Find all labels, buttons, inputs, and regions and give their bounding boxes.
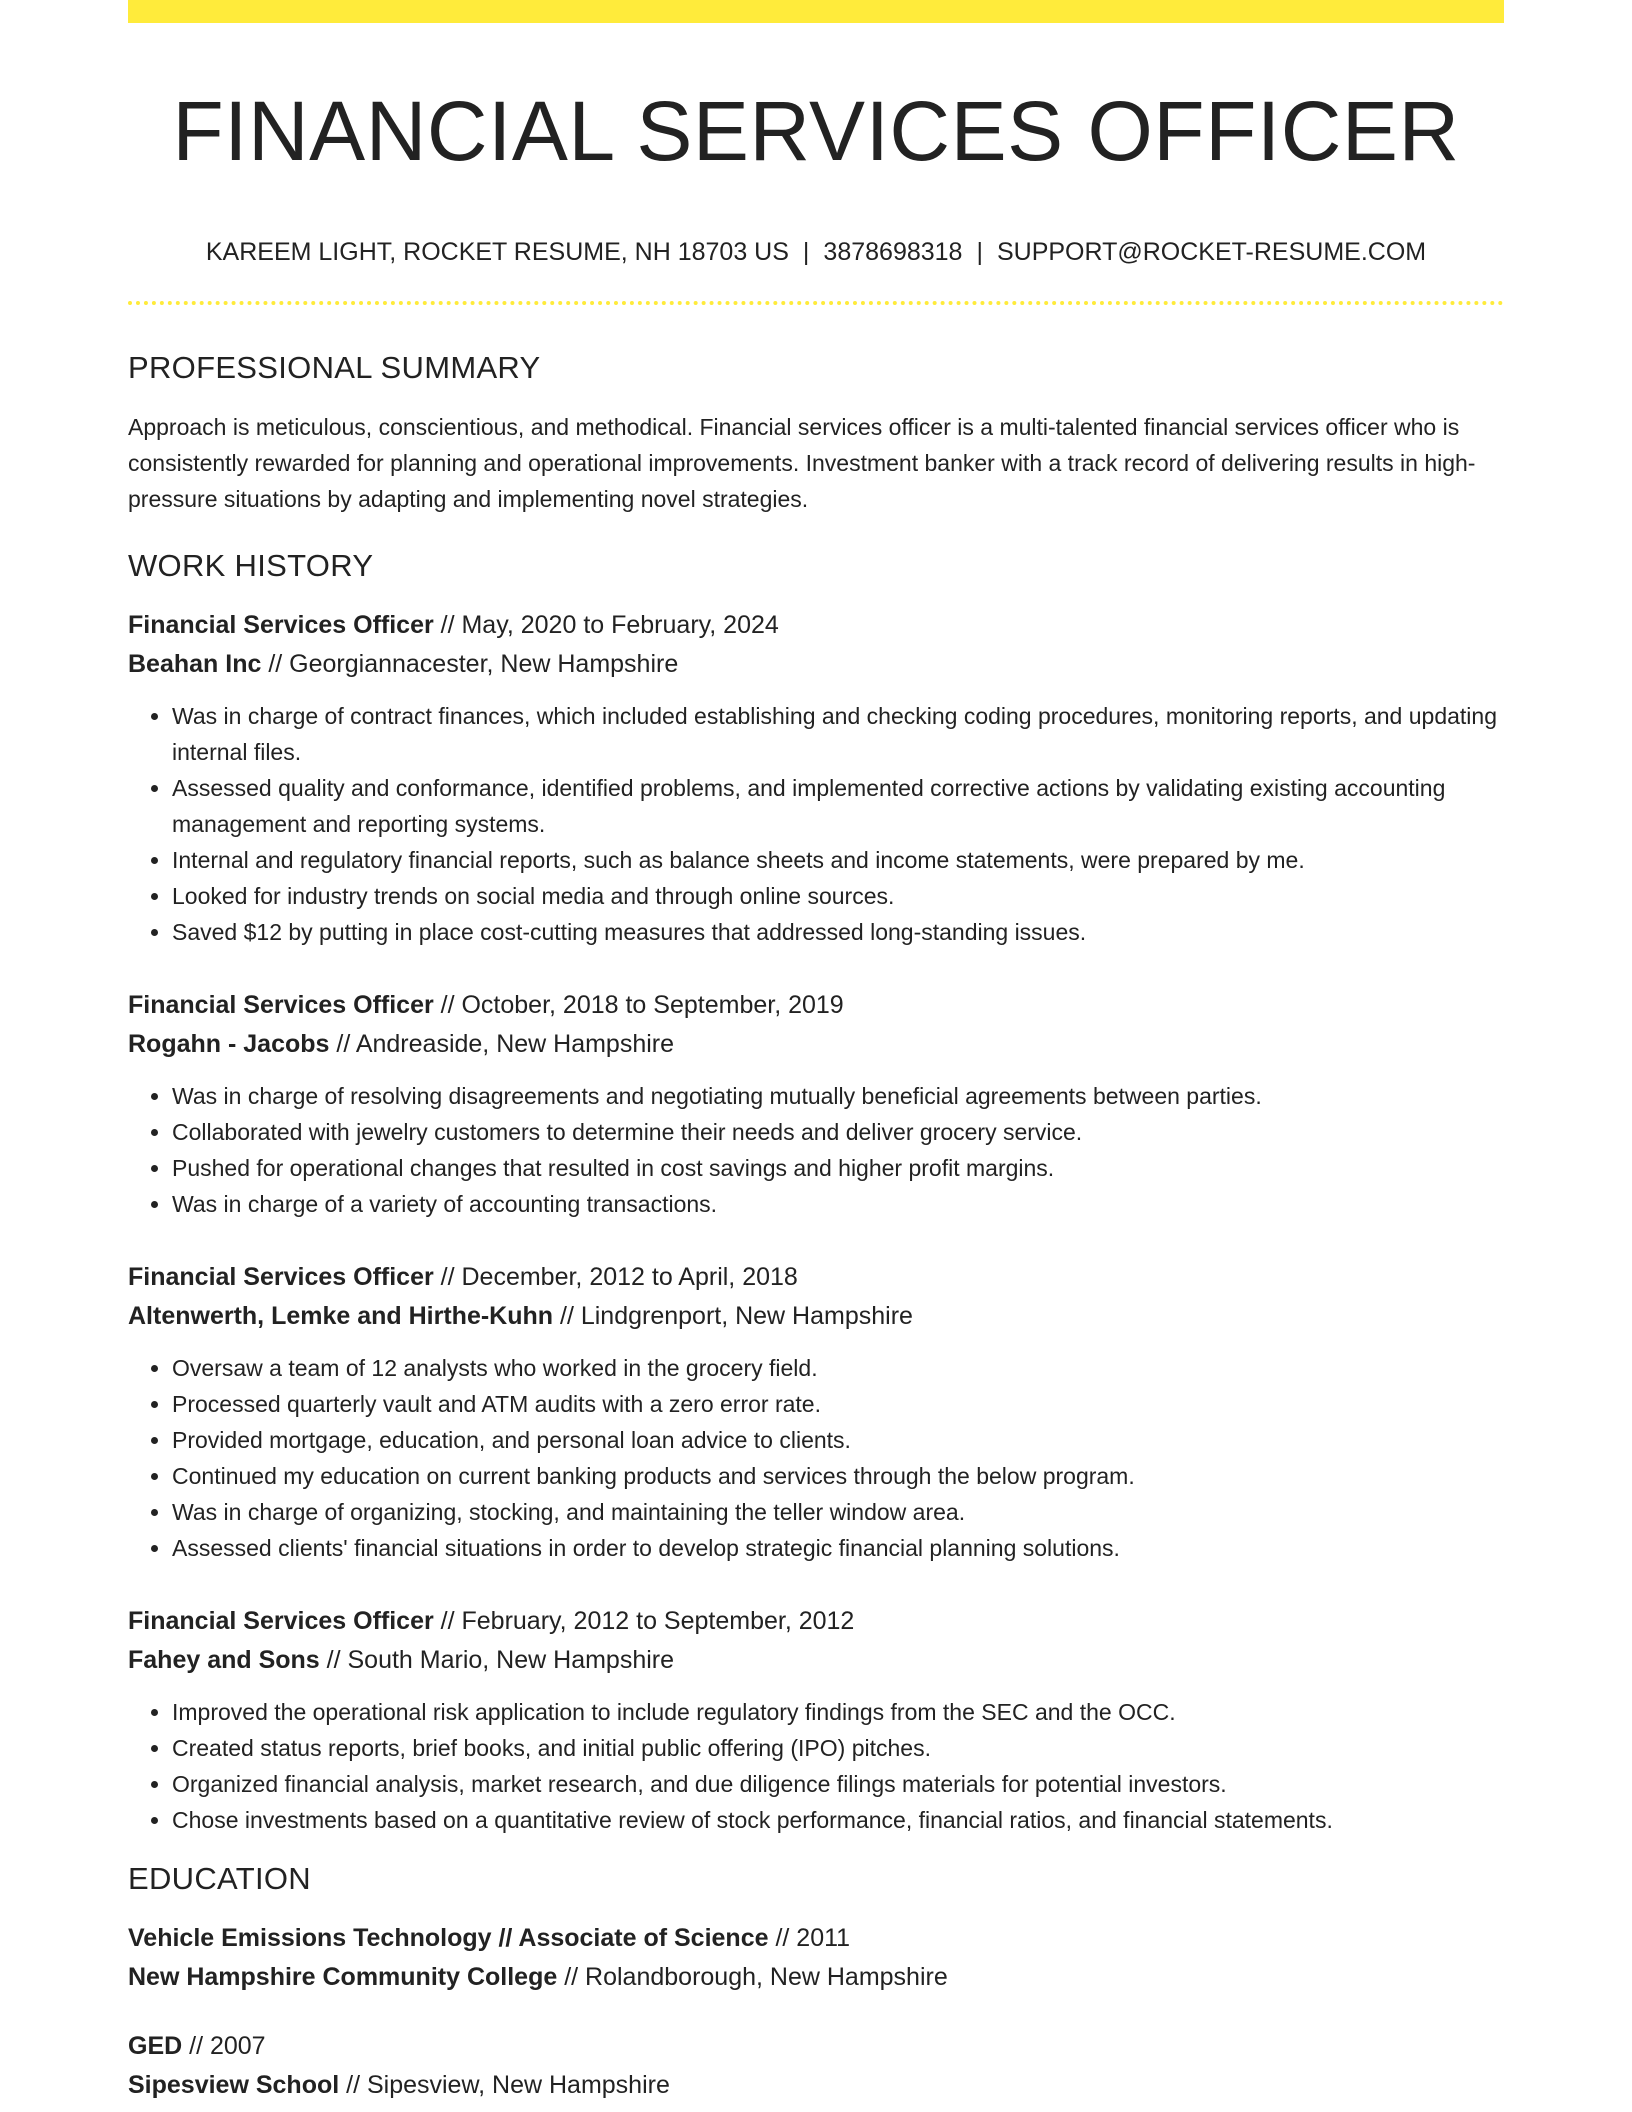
job-bullet: • Improved the operational risk application to include regulatory findings from the SEC and the OCC. bbox=[172, 1694, 1504, 1730]
education-degree: GED bbox=[128, 2031, 183, 2060]
education-degree: Vehicle Emissions Technology // Associate of Science bbox=[128, 1923, 769, 1952]
education-degree-line bbox=[128, 1919, 1504, 1958]
job-title: Financial Services Officer bbox=[128, 1262, 434, 1291]
education-year: // 2007 bbox=[182, 2031, 266, 2060]
job-title: Financial Services Officer bbox=[128, 1606, 434, 1635]
job-company: Beahan Inc bbox=[128, 649, 262, 678]
page-title: FINANCIAL SERVICES OFFICER bbox=[172, 84, 1460, 178]
education-school: New Hampshire Community College bbox=[128, 1962, 558, 1991]
job-title-line bbox=[128, 986, 1504, 1025]
resume-page bbox=[128, 0, 1504, 2105]
education-location: // Sipesview, New Hampshire bbox=[339, 2070, 670, 2099]
job-bullet: • Collaborated with jewelry customers to determine their needs and deliver grocery service. bbox=[172, 1114, 1504, 1150]
job-bullet: • Processed quarterly vault and ATM audits with a zero error rate. bbox=[172, 1386, 1504, 1422]
education-degree-line bbox=[128, 2027, 1504, 2066]
job-bullet: • Looked for industry trends on social media and through online sources. bbox=[172, 878, 1504, 914]
job-entry bbox=[128, 986, 1504, 1222]
job-dates: // October, 2018 to September, 2019 bbox=[433, 990, 844, 1019]
job-company-line bbox=[128, 1641, 1504, 1680]
job-bullet: • Pushed for operational changes that resulted in cost savings and higher profit margins. bbox=[172, 1150, 1504, 1186]
job-bullet: • Assessed quality and conformance, identified problems, and implemented corrective actions by validating existing accounting management and reporting systems. bbox=[172, 770, 1504, 842]
job-company-line bbox=[128, 1025, 1504, 1064]
section-heading-summary: PROFESSIONAL SUMMARY bbox=[128, 350, 541, 386]
contact-separator: | bbox=[802, 238, 810, 267]
job-bullet: • Internal and regulatory financial reports, such as balance sheets and income statements, were prepared by me. bbox=[172, 842, 1504, 878]
job-company-line bbox=[128, 645, 1504, 684]
job-bullet: • Chose investments based on a quantitative review of stock performance, financial ratios, and financial statements. bbox=[172, 1802, 1504, 1838]
education-year: // 2011 bbox=[768, 1923, 851, 1952]
education-school-line bbox=[128, 2066, 1504, 2105]
job-dates: // May, 2020 to February, 2024 bbox=[433, 610, 779, 639]
job-bullet: • Continued my education on current banking products and services through the below program. bbox=[172, 1458, 1504, 1494]
job-company-line bbox=[128, 1297, 1504, 1336]
education-school-line bbox=[128, 1958, 1504, 1997]
job-title-line bbox=[128, 606, 1504, 645]
contact-phone: 3878698318 bbox=[823, 238, 963, 267]
job-title: Financial Services Officer bbox=[128, 610, 434, 639]
job-bullet: • Was in charge of a variety of accounting transactions. bbox=[172, 1186, 1504, 1222]
job-dates: // February, 2012 to September, 2012 bbox=[433, 1606, 855, 1635]
job-company: Altenwerth, Lemke and Hirthe-Kuhn bbox=[128, 1301, 554, 1330]
job-bullets bbox=[128, 1078, 1504, 1222]
job-bullets bbox=[128, 698, 1504, 950]
top-accent-bar bbox=[128, 0, 1504, 23]
job-dates: // December, 2012 to April, 2018 bbox=[433, 1262, 798, 1291]
job-title-line bbox=[128, 1258, 1504, 1297]
contact-line bbox=[128, 237, 1504, 267]
job-entry bbox=[128, 1602, 1504, 1838]
education-entry bbox=[128, 1919, 1504, 1997]
job-bullet: • Was in charge of contract finances, which included establishing and checking coding procedures, monitoring reports, and updating internal files. bbox=[172, 698, 1504, 770]
job-location: // Andreaside, New Hampshire bbox=[329, 1029, 675, 1058]
summary-text: Approach is meticulous, conscientious, and methodical. Financial services officer is a multi-talented financial services officer who is consistently rewarded for planning and operational improvements. Investment banker with a track record of delivering results in high-pressure situations by adapting and implementing novel strategies. bbox=[128, 413, 1476, 512]
job-bullet: • Organized financial analysis, market research, and due diligence filings materials for potential investors. bbox=[172, 1766, 1504, 1802]
job-bullet: • Created status reports, brief books, and initial public offering (IPO) pitches. bbox=[172, 1730, 1504, 1766]
contact-email: SUPPORT@ROCKET-RESUME.COM bbox=[996, 238, 1427, 267]
job-bullet: • Oversaw a team of 12 analysts who worked in the grocery field. bbox=[172, 1350, 1504, 1386]
section-heading-work-history: WORK HISTORY bbox=[128, 547, 374, 583]
contact-separator: | bbox=[976, 238, 983, 267]
job-bullet: • Was in charge of resolving disagreements and negotiating mutually beneficial agreements between parties. bbox=[172, 1078, 1504, 1114]
job-bullet: • Provided mortgage, education, and personal loan advice to clients. bbox=[172, 1422, 1504, 1458]
job-location: // Lindgrenport, New Hampshire bbox=[553, 1301, 913, 1330]
job-company: Rogahn - Jacobs bbox=[128, 1029, 330, 1058]
job-bullet: • Assessed clients' financial situations in order to develop strategic financial planning solutions. bbox=[172, 1530, 1504, 1566]
contact-address: KAREEM LIGHT, ROCKET RESUME, NH 18703 US bbox=[205, 238, 789, 267]
dotted-divider bbox=[128, 301, 1504, 305]
job-title-line bbox=[128, 1602, 1504, 1641]
job-entry bbox=[128, 606, 1504, 950]
job-location: // South Mario, New Hampshire bbox=[319, 1645, 675, 1674]
job-bullets bbox=[128, 1694, 1504, 1838]
education-location: // Rolandborough, New Hampshire bbox=[557, 1962, 948, 1991]
job-company: Fahey and Sons bbox=[128, 1645, 320, 1674]
education-school: Sipesview School bbox=[128, 2070, 340, 2099]
section-heading-education: EDUCATION bbox=[128, 1860, 311, 1896]
job-title: Financial Services Officer bbox=[128, 990, 434, 1019]
job-location: // Georgiannacester, New Hampshire bbox=[261, 649, 679, 678]
job-entry bbox=[128, 1258, 1504, 1566]
job-bullet: • Saved $12 by putting in place cost-cutting measures that addressed long-standing issues. bbox=[172, 914, 1504, 950]
education-entry bbox=[128, 2027, 1504, 2105]
job-bullets bbox=[128, 1350, 1504, 1566]
job-bullet: • Was in charge of organizing, stocking, and maintaining the teller window area. bbox=[172, 1494, 1504, 1530]
